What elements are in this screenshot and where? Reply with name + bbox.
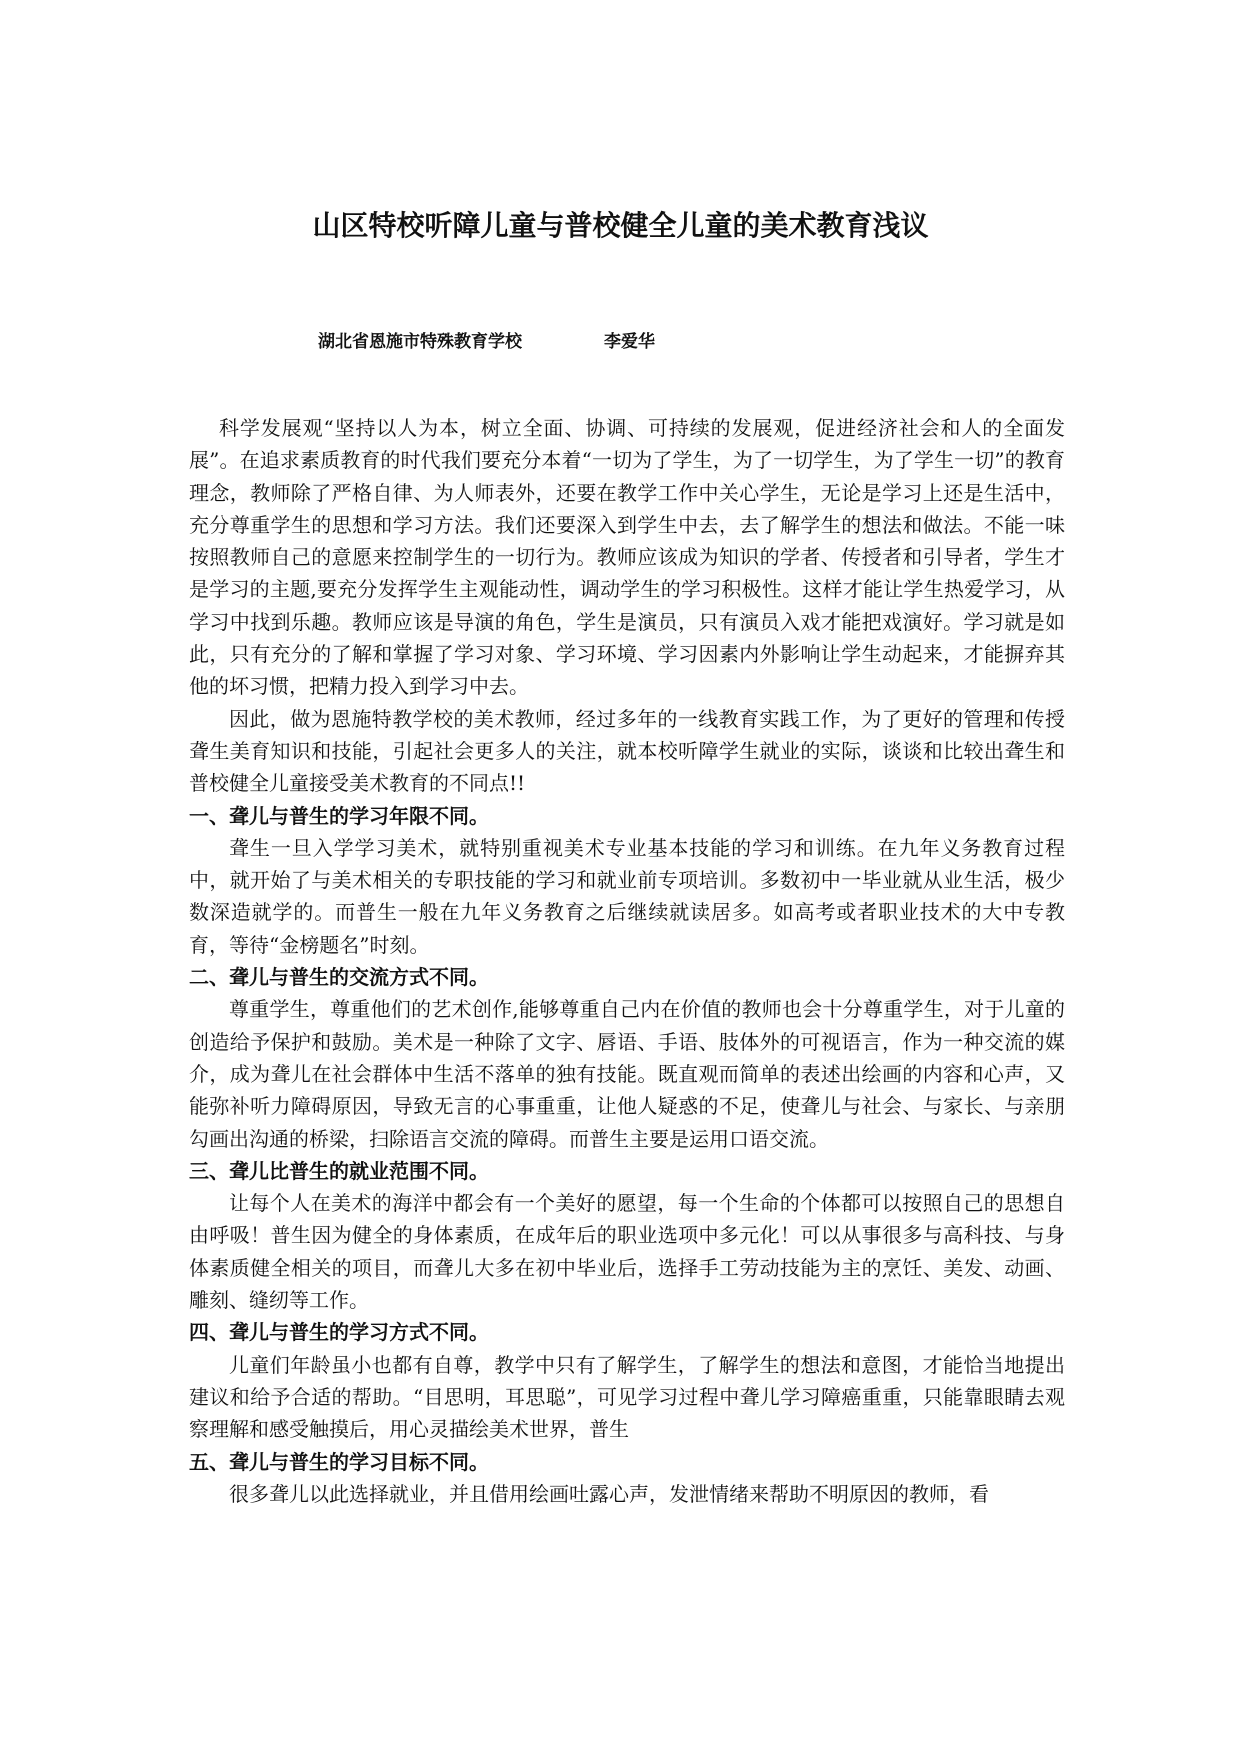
section-heading: 五、聋儿与普生的学习目标不同。 <box>189 1449 489 1474</box>
section-heading: 四、聋儿与普生的学习方式不同。 <box>189 1320 489 1345</box>
intro-paragraph: 科学发展观“坚持以人为本，树立全面、协调、可持续的发展观，促进经济社会和人的全面发展”。在追求素质教育的时代我们要充分本着“一切为了学生，为了一切学生，为了学生一切”的教育理念，教师除了严格自律、为人师表外，还要在教学工作中关心学生，无论是学习上还是生活中，充分尊重学生的思想和学习方法。我们还要深入到学生中去，去了解学生的想法和做法。不能一味按照教师自己的意愿来控制学生的一切行为。教师应该成为知识的学者、传授者和引导者，学生才是学习的主题,要充分发挥学生主观能动性，调动学生的学习积极性。这样才能让学生热爱学习，从学习中找到乐趣。教师应该是导演的角色，学生是演员，只有演员入戏才能把戏演好。学习就是如此，只有充分的了解和掌握了学习对象、学习环境、学习因素内外影响让学生动起来，才能摒弃其他的坏习惯，把精力投入到学习中去。 <box>189 416 1065 699</box>
author-name: 李爱华 <box>604 332 655 352</box>
byline <box>318 327 655 352</box>
section-paragraph: 尊重学生，尊重他们的艺术创作,能够尊重自己内在价值的教师也会十分尊重学生，对于儿童的创造给予保护和鼓励。美术是一种除了文字、唇语、手语、肢体外的可视语言，作为一种交流的媒介，成为聋儿在社会群体中生活不落单的独有技能。既直观而简单的表述出绘画的内容和心声，又能弥补听力障碍原因，导致无言的心事重重，让他人疑惑的不足，使聋儿与社会、与家长、与亲朋勾画出沟通的桥梁，扫除语言交流的障碍。而普生主要是运用口语交流。 <box>189 997 1065 1151</box>
section-paragraph: 儿童们年龄虽小也都有自尊，教学中只有了解学生，了解学生的想法和意图，才能恰当地提出建议和给予合适的帮助。“目思明，耳思聪”，可见学习过程中聋儿学习障癌重重，只能靠眼睛去观察理解和感受触摸后，用心灵描绘美术世界，普生 <box>189 1352 1065 1442</box>
section-paragraph: 很多聋儿以此选择就业，并且借用绘画吐露心声，发泄情绪来帮助不明原因的教师，看 <box>229 1481 989 1506</box>
section-paragraph: 让每个人在美术的海洋中都会有一个美好的愿望，每一个生命的个体都可以按照自己的思想自由呼吸！普生因为健全的身体素质，在成年后的职业选项中多元化！可以从事很多与高科技、与身体素质健全相关的项目，而聋儿大多在初中毕业后，选择手工劳动技能为主的烹饪、美发、动画、雕刻、缝纫等工作。 <box>189 1191 1065 1313</box>
section-heading: 一、聋儿与普生的学习年限不同。 <box>189 803 489 828</box>
section-heading: 二、聋儿与普生的交流方式不同。 <box>189 965 489 990</box>
section-heading: 三、聋儿比普生的就业范围不同。 <box>189 1158 489 1183</box>
school-name: 湖北省恩施市特殊教育学校 <box>318 332 522 352</box>
article-body <box>189 412 1065 1510</box>
intro-paragraph: 因此，做为恩施特教学校的美术教师，经过多年的一线教育实践工作，为了更好的管理和传授聋生美育知识和技能，引起社会更多人的关注，就本校听障学生就业的实际，谈谈和比较出聋生和普校健全儿童接受美术教育的不同点!! <box>189 706 1065 796</box>
page-title: 山区特校听障儿童与普校健全儿童的美术教育浅议 <box>312 209 929 242</box>
section-paragraph: 聋生一旦入学学习美术，就特别重视美术专业基本技能的学习和训练。在九年义务教育过程中，就开始了与美术相关的专职技能的学习和就业前专项培训。多数初中一毕业就从业生活，极少数深造就学的。而普生一般在九年义务教育之后继续就读居多。如高考或者职业技术的大中专教育，等待“金榜题名”时刻。 <box>189 835 1065 957</box>
